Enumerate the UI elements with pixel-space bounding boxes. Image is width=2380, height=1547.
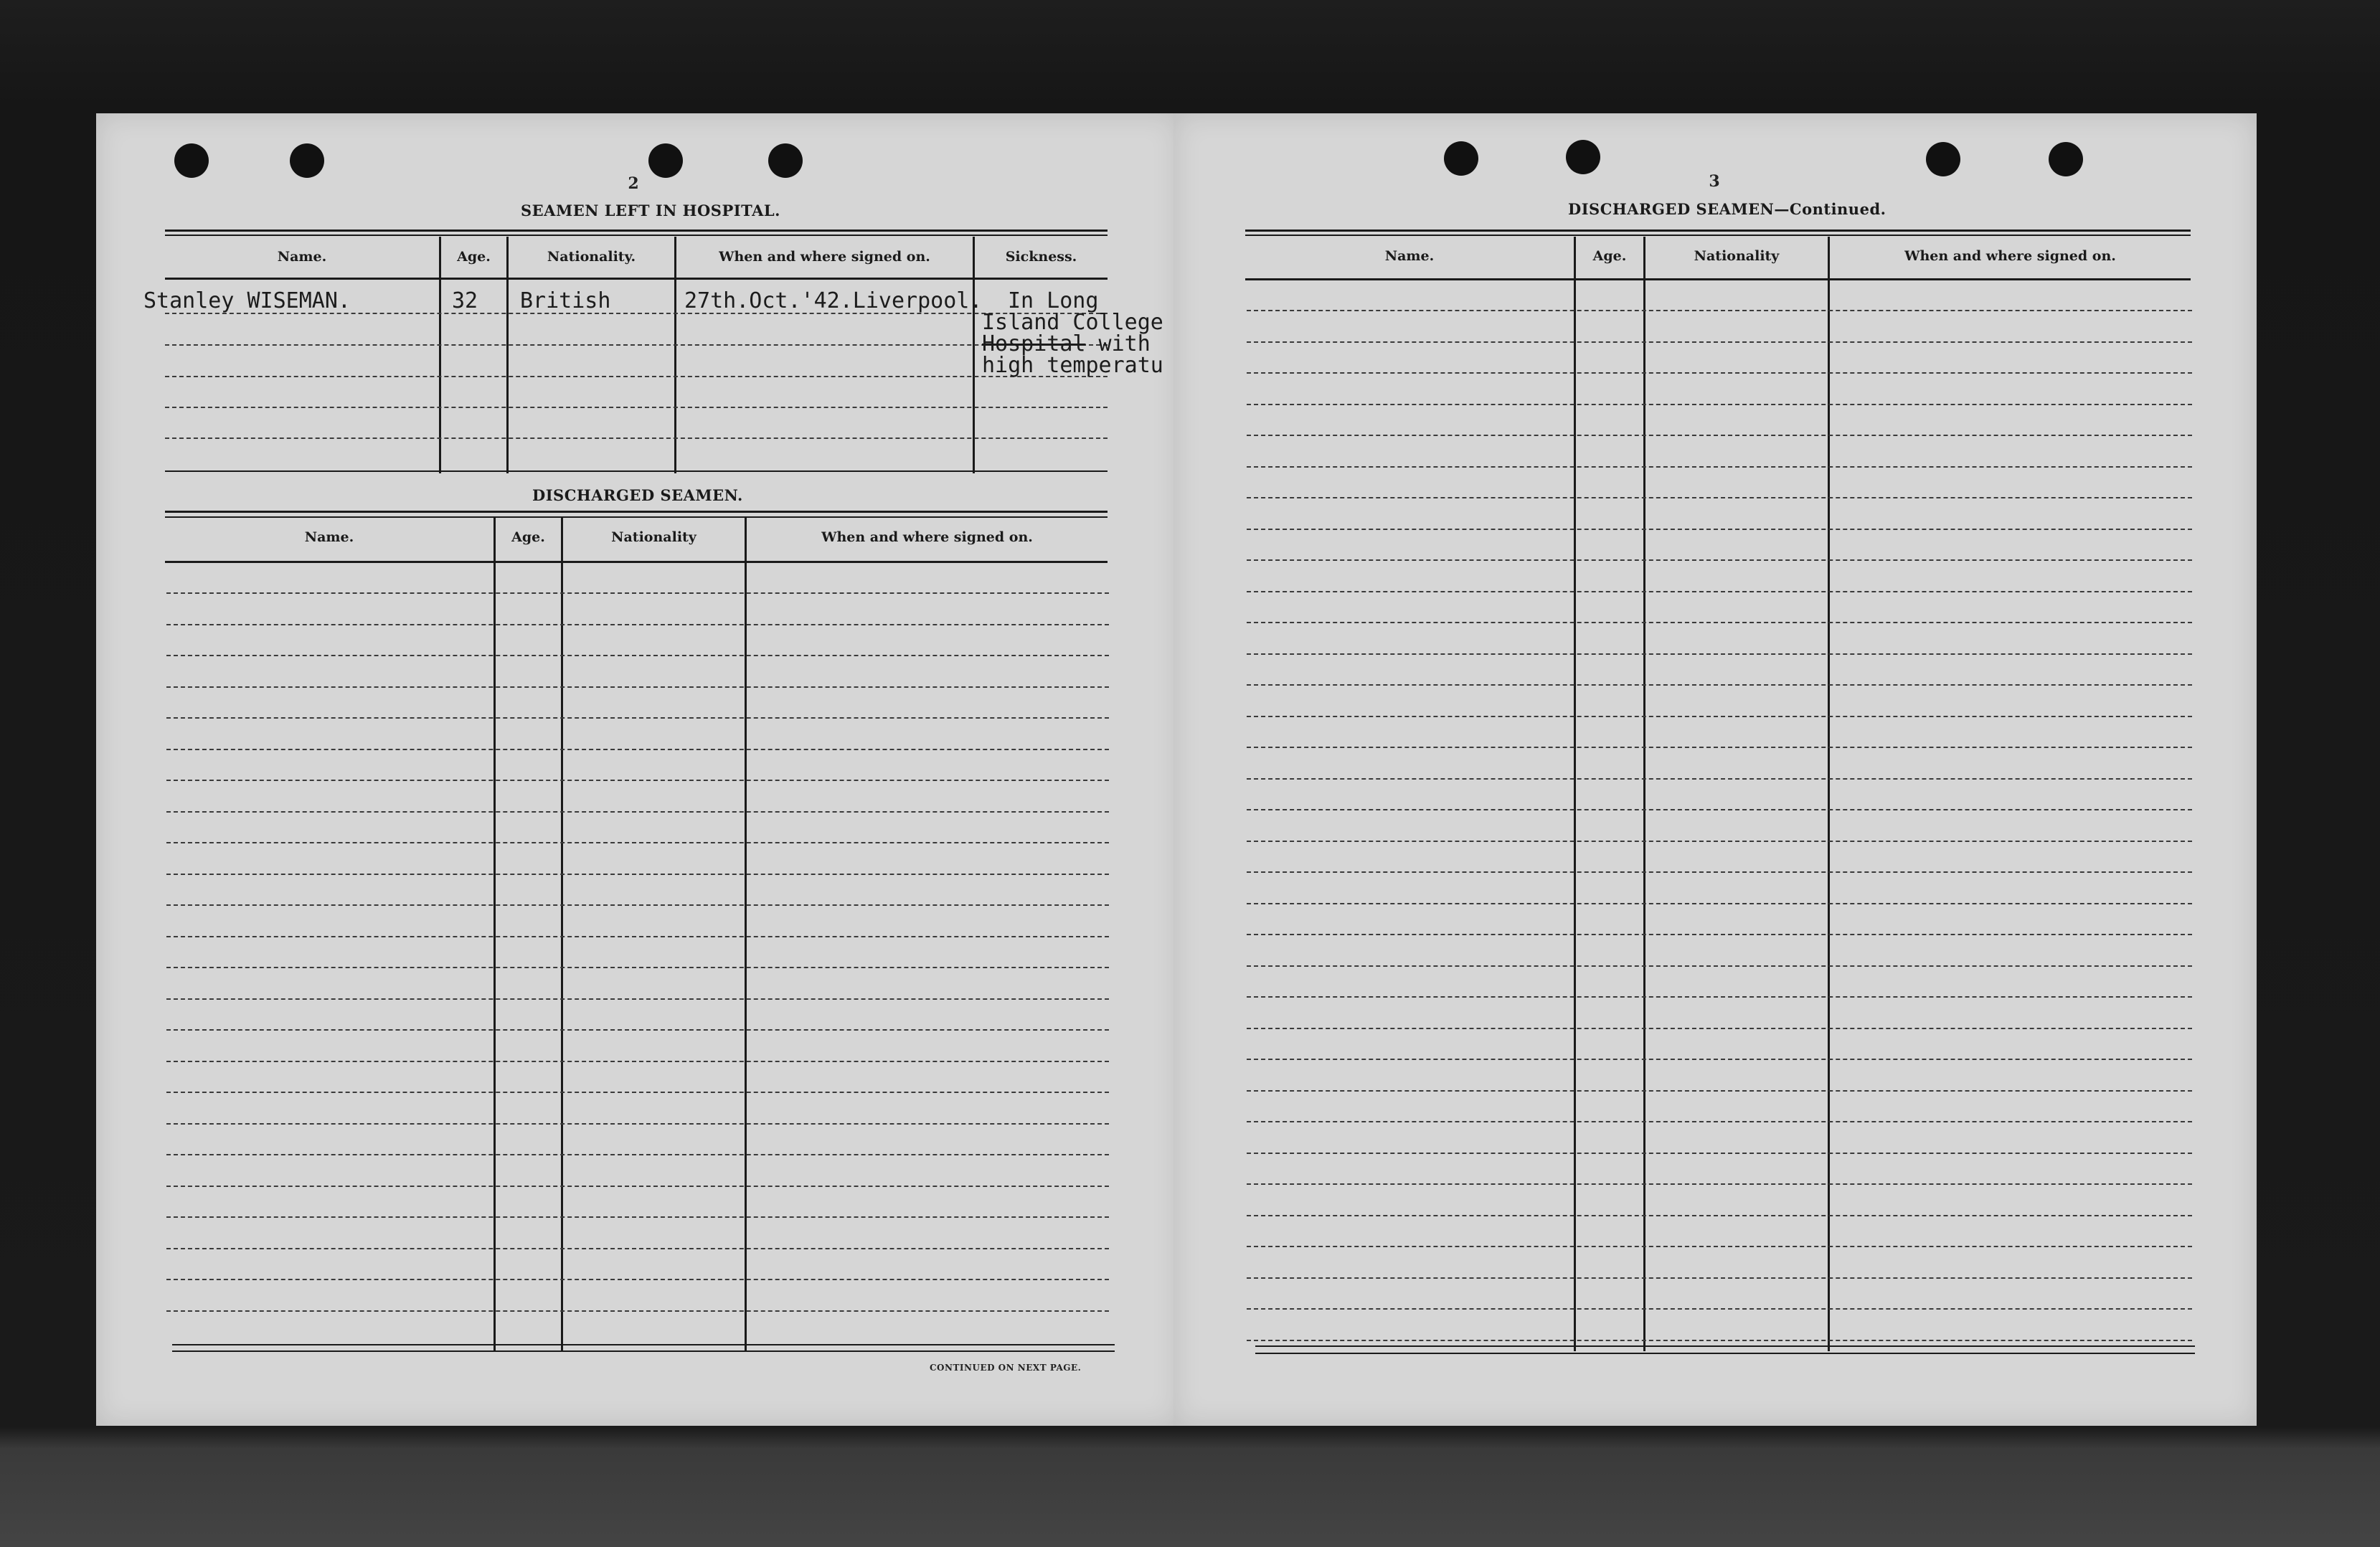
table-row-line xyxy=(165,376,1108,377)
table-row-line xyxy=(1247,372,2192,374)
table-rule xyxy=(1245,278,2191,280)
entry-name: Stanley WISEMAN. xyxy=(143,288,351,313)
table-row-line xyxy=(166,1092,1109,1093)
punch-hole xyxy=(1444,141,1478,176)
table-row-line xyxy=(166,904,1109,906)
punch-hole xyxy=(1566,140,1600,174)
table-row-line xyxy=(1247,778,2192,780)
table-row-line xyxy=(1247,1121,2192,1122)
table-row-line xyxy=(1247,1215,2192,1216)
table-row-line xyxy=(166,1279,1109,1280)
table-row-line xyxy=(1247,1028,2192,1029)
column-header-age: Age. xyxy=(457,249,491,265)
page-number: 3 xyxy=(1709,172,1720,191)
column-header-name: Name. xyxy=(1384,248,1435,264)
table-rule xyxy=(1255,1345,2195,1347)
punch-hole xyxy=(2049,142,2083,176)
table-row-line xyxy=(1247,341,2192,343)
column-divider xyxy=(494,518,496,1351)
table-rule xyxy=(165,235,1108,236)
table-row-line xyxy=(1247,684,2192,686)
table-row-line xyxy=(1247,1059,2192,1060)
table-row-line xyxy=(166,1061,1109,1062)
discharged-continued-title: DISCHARGED SEAMEN—Continued. xyxy=(1568,200,1886,218)
table-row-line xyxy=(166,717,1109,719)
table-row-line xyxy=(166,592,1109,594)
column-header-name: Name. xyxy=(304,529,354,545)
table-row-line xyxy=(1247,497,2192,498)
table-row-line xyxy=(166,998,1109,1000)
table-row-line xyxy=(166,1123,1109,1125)
continued-note: CONTINUED ON NEXT PAGE. xyxy=(930,1363,1082,1373)
table-row-line xyxy=(1247,591,2192,592)
table-rule xyxy=(172,1344,1115,1345)
table-row-line xyxy=(1247,996,2192,998)
entry-sickness-line: high temperatu xyxy=(982,353,1163,378)
table-row-line xyxy=(1247,529,2192,530)
table-rule xyxy=(165,511,1108,513)
table-row-line xyxy=(166,686,1109,688)
table-row-line xyxy=(1247,1153,2192,1154)
column-divider xyxy=(745,518,747,1351)
column-header-sickness: Sickness. xyxy=(1005,249,1077,265)
punch-hole xyxy=(648,143,683,178)
table-row-line xyxy=(165,344,1108,346)
table-row-line xyxy=(166,811,1109,813)
column-divider xyxy=(561,518,563,1351)
punch-hole xyxy=(1926,142,1960,176)
table-row-line xyxy=(1247,1090,2192,1092)
table-row-line xyxy=(1247,310,2192,311)
table-rule xyxy=(165,230,1108,232)
column-header-age: Age. xyxy=(1592,248,1627,264)
punch-hole xyxy=(290,143,324,178)
table-row-line xyxy=(166,1186,1109,1187)
punch-hole xyxy=(768,143,803,178)
table-row-line xyxy=(1247,622,2192,623)
entry-signed-on: 27th.Oct.'42.Liverpool. xyxy=(684,288,983,313)
column-header-signed-on: When and where signed on. xyxy=(1904,248,2116,264)
table-row-line xyxy=(1247,466,2192,468)
table-row-line xyxy=(1247,965,2192,967)
table-row-line xyxy=(1247,934,2192,935)
table-row-line xyxy=(1247,653,2192,655)
column-header-name: Name. xyxy=(277,249,327,265)
table-rule xyxy=(172,1350,1115,1352)
table-row-line xyxy=(166,1029,1109,1031)
entry-sickness-line: Hospital with xyxy=(982,331,1151,356)
table-row-line xyxy=(1247,1183,2192,1185)
table-row-line xyxy=(166,749,1109,750)
struck-word: Hospital xyxy=(982,331,1086,356)
table-row-line xyxy=(166,1310,1109,1312)
table-rule xyxy=(165,561,1108,563)
table-row-line xyxy=(1247,871,2192,873)
table-row-line xyxy=(1247,747,2192,748)
column-header-nationality: Nationality. xyxy=(547,249,636,265)
table-rule xyxy=(1255,1353,2195,1354)
table-row-line xyxy=(1247,903,2192,904)
page-number: 2 xyxy=(628,174,639,193)
table-row-line xyxy=(165,407,1108,408)
table-row-line xyxy=(1247,1340,2192,1341)
column-header-nationality: Nationality xyxy=(611,529,696,545)
entry-sickness-line: Island College xyxy=(982,310,1163,335)
table-row-line xyxy=(1247,1277,2192,1279)
table-row-line xyxy=(1247,435,2192,436)
table-row-line xyxy=(1247,1308,2192,1310)
entry-nationality: British xyxy=(520,288,611,313)
table-row-line xyxy=(166,624,1109,625)
table-row-line xyxy=(166,842,1109,843)
table-rule xyxy=(1245,235,2191,236)
table-row-line xyxy=(166,1248,1109,1249)
table-row-line xyxy=(166,1154,1109,1155)
table-row-line xyxy=(1247,809,2192,810)
table-row-line xyxy=(166,936,1109,937)
table-row-line xyxy=(166,1216,1109,1218)
column-header-signed-on: When and where signed on. xyxy=(821,529,1033,545)
table-row-line xyxy=(1247,716,2192,717)
hospital-section-title: SEAMEN LEFT IN HOSPITAL. xyxy=(521,202,780,219)
entry-age: 32 xyxy=(452,288,478,313)
punch-hole xyxy=(174,143,209,178)
table-row-line xyxy=(166,967,1109,968)
entry-sickness-line: In Long xyxy=(1008,288,1099,313)
table-row-line xyxy=(1247,1246,2192,1247)
column-header-signed-on: When and where signed on. xyxy=(719,249,930,265)
table-row-line xyxy=(166,655,1109,656)
table-rule xyxy=(165,470,1108,472)
column-header-nationality: Nationality xyxy=(1694,248,1780,264)
discharged-section-title: DISCHARGED SEAMEN. xyxy=(532,486,743,504)
table-row-line xyxy=(1247,559,2192,561)
table-rule xyxy=(165,278,1108,280)
column-header-age: Age. xyxy=(511,529,545,545)
table-rule xyxy=(165,516,1108,518)
table-row-line xyxy=(1247,404,2192,405)
table-row-line xyxy=(166,780,1109,781)
table-row-line xyxy=(166,874,1109,875)
table-row-line xyxy=(1247,841,2192,842)
table-row-line xyxy=(165,437,1108,439)
table-rule xyxy=(1245,230,2191,232)
